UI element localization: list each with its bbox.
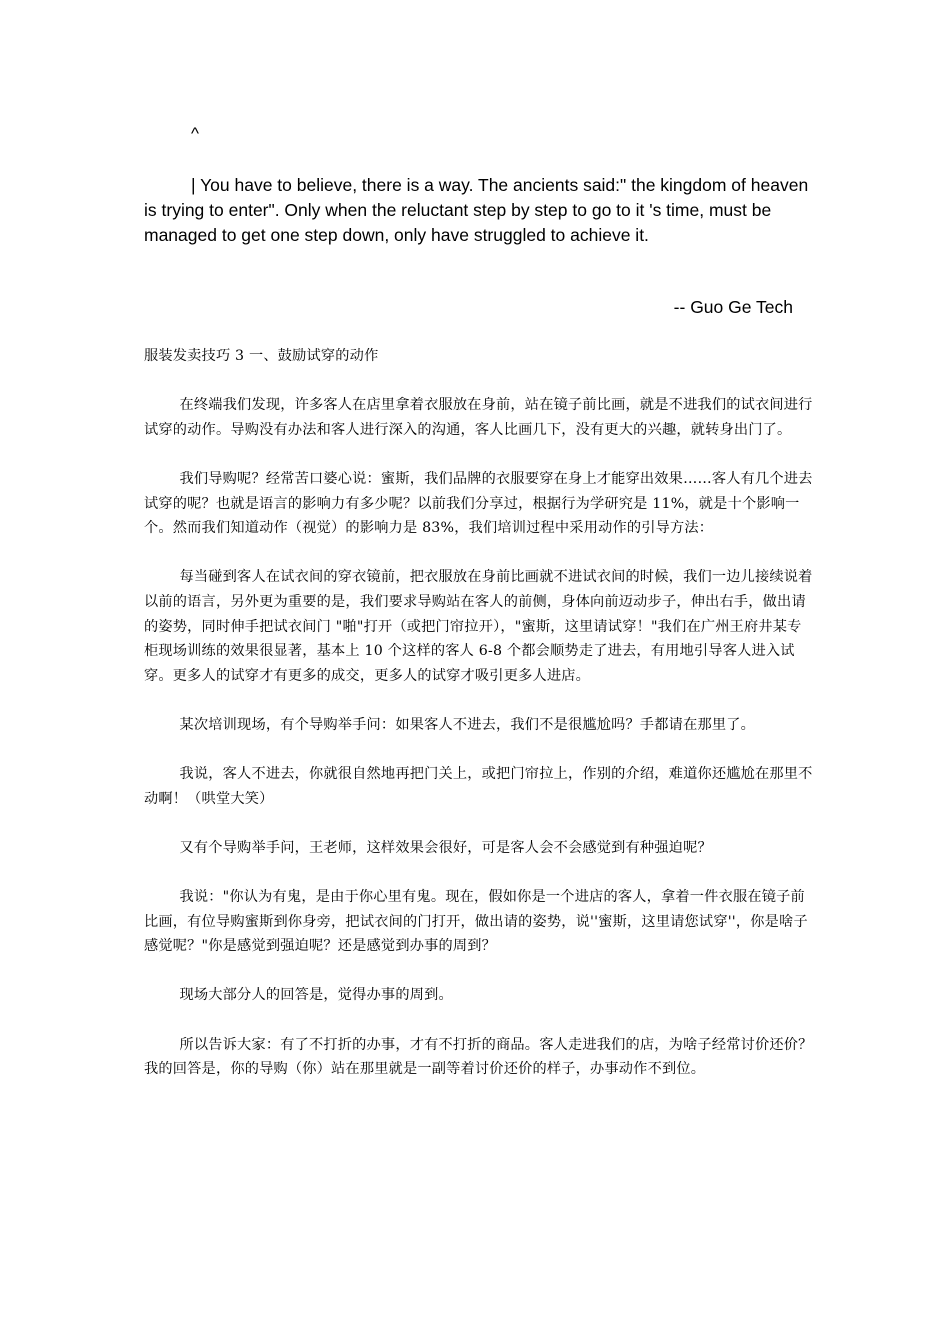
paragraph: 我们导购呢？经常苦口婆心说：蜜斯，我们品牌的衣服要穿在身上才能穿出效果……客人有几个进去试穿的呢？也就是语言的影响力有多少呢？以前我们分享过，根据行为学研究是 11%，就是十个影响一个。然而我们知道动作（视觉）的影响力是 83%，我们培训过程中采用动作的引导方法： bbox=[144, 470, 813, 537]
article-heading: 服装发卖技巧 3 一、鼓励试穿的动作 bbox=[144, 348, 379, 364]
paragraph: 我说："你认为有鬼，是由于你心里有鬼。现在，假如你是一个进店的客人，拿着一件衣服在镜子前比画，有位导购蜜斯到你身旁，把试衣间的门打开，做出请的姿势，说''蜜斯，这里请您试穿''，你是啥子感觉呢？"你是感觉到强迫呢？还是感觉到办事的周到？ bbox=[144, 889, 808, 955]
caret-mark: ^ bbox=[191, 124, 199, 143]
paragraph: 我说，客人不进去，你就很自然地再把门关上，或把门帘拉上，作别的介绍，难道你还尴尬在那里不动啊！（哄堂大笑） bbox=[144, 766, 813, 807]
paragraph: 在终端我们发现，许多客人在店里拿着衣服放在身前，站在镜子前比画，就是不进我们的试衣间进行试穿的动作。导购没有办法和客人进行深入的沟通，客人比画几下，没有更大的兴趣，就转身出门了。 bbox=[144, 397, 813, 438]
paragraph: 每当碰到客人在试衣间的穿衣镜前，把衣服放在身前比画就不进试衣间的时候，我们一边儿接续说着以前的语言，另外更为重要的是，我们要求导购站在客人的前侧，身体向前迈动步子，伸出右手，做出请的姿势，同时伸手把试衣间门 "啪"打开（或把门帘拉开），"蜜斯，这里请试穿！"我们在广州王府井某专柜现场训练的效果很显著，基本上 10 个这样的客人 6-8 个都会顺势走了进去，有用地引导客人进入试穿。更多人的试穿才有更多的成交，更多人的试穿才吸引更多人进店。 bbox=[144, 569, 813, 684]
article-body bbox=[144, 344, 814, 1106]
motto-quote: | You have to believe, there is a way. The ancients said:" the kingdom of heaven is trying to enter". Only when the reluctant step by step to go to it 's time, must be managed to get one step down, only have struggled to achieve it. bbox=[144, 175, 809, 245]
paragraph: 所以告诉大家：有了不打折的办事，才有不打折的商品。客人走进我们的店，为啥子经常讨价还价？我的回答是，你的导购（你）站在那里就是一副等着讨价还价的样子，办事动作不到位。 bbox=[144, 1036, 813, 1078]
paragraph: 某次培训现场，有个导购举手问：如果客人不进去，我们不是很尴尬吗？手都请在那里了。 bbox=[179, 716, 756, 733]
paragraph: 现场大部分人的回答是，觉得办事的周到。 bbox=[179, 987, 453, 1004]
motto-author: -- Guo Ge Tech bbox=[673, 297, 793, 317]
paragraph: 又有个导购举手问，王老师，这样效果会很好，可是客人会不会感觉到有种强迫呢？ bbox=[179, 839, 712, 856]
